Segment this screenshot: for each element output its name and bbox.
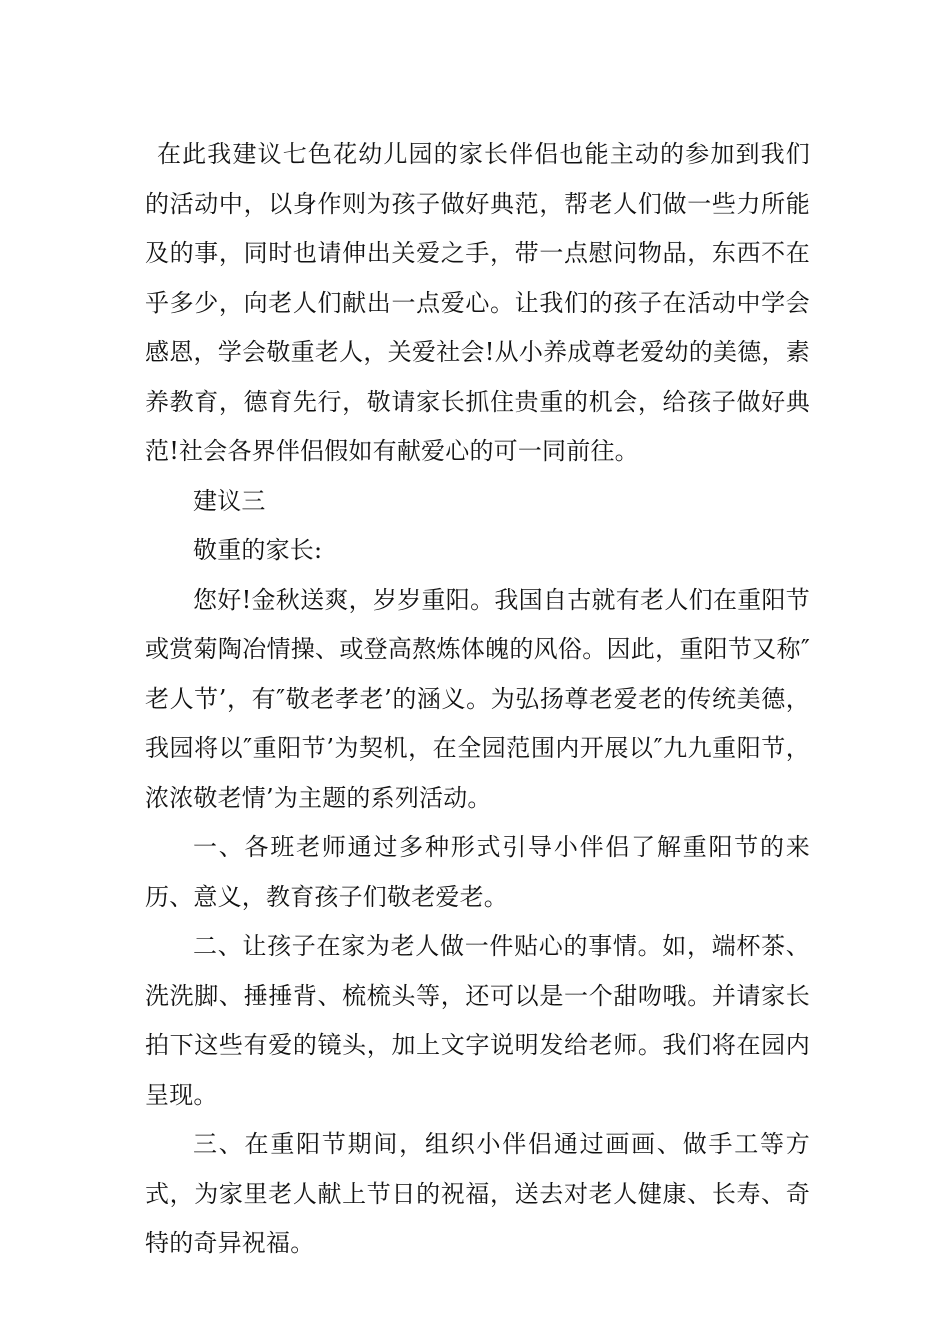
paragraph-intro: 您好!金秋送爽，岁岁重阳。我国自古就有老人们在重阳节或赏菊陶冶情操、或登高熬炼体魄的风俗。因此，重阳节又称″老人节’，有″敬老孝老’的涵义。为弘扬尊老爱老的传统美德，我园将以″重阳节’为契机，在全园范围内开展以″九九重阳节，浓浓敬老情’为主题的系列活动。 [145,585,810,812]
list-item-one: 一、各班老师通过多种形式引导小伴侣了解重阳节的来历、意义，教育孩子们敬老爱老。 [145,833,810,911]
section-heading-proposal-three: 建议三 [193,486,266,515]
salutation: 敬重的家长: [193,536,323,564]
list-item-three: 三、在重阳节期间，组织小伴侣通过画画、做手工等方式，为家里老人献上节日的祝福，送去对老人健康、长寿、奇特的奇异祝福。 [145,1130,810,1257]
document-body [145,130,810,1269]
paragraph-invitation-continued: 在此我建议七色花幼儿园的家长伴侣也能主动的参加到我们的活动中，以身作则为孩子做好典范，帮老人们做一些力所能及的事，同时也请伸出关爱之手，带一点慰问物品，东西不在乎多少，向老人们献出一点爱心。让我们的孩子在活动中学会感恩，学会敬重老人，关爱社会!从小养成尊老爱幼的美德，素养教育，德育先行，敬请家长抓住贵重的机会，给孩子做好典范!社会各界伴侣假如有献爱心的可一同前往。 [145,140,810,465]
list-item-two: 二、让孩子在家为老人做一件贴心的事情。如，端杯茶、洗洗脚、捶捶背、梳梳头等，还可以是一个甜吻哦。并请家长拍下这些有爱的镜头，加上文字说明发给老师。我们将在园内呈现。 [145,932,810,1109]
